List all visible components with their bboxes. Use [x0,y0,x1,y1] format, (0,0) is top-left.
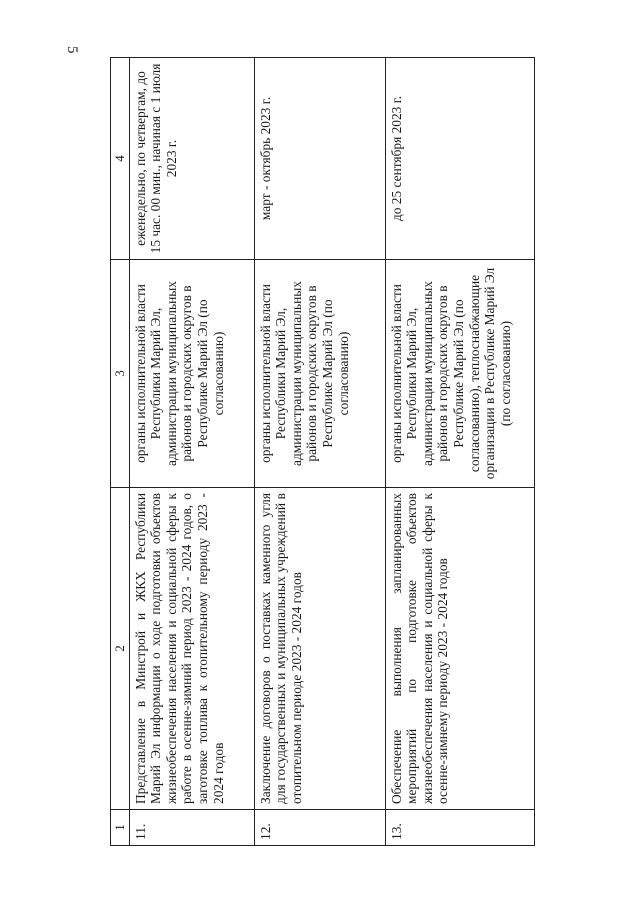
rotated-table-container [110,58,522,846]
measure-description: Обеспечение выполнения запланированных мероприятий по подготовке объектов жизнеобеспечения населения и социальной сферы к осенне-зимнему периоду 2023 - 2024 годов [385,488,534,810]
table-row [254,58,385,846]
responsible-parties: органы исполнительной власти Республики Марий Эл, администрации муниципальных районов и городских округов в Республике Марий Эл (по согласованию) [129,260,254,488]
table-row [385,58,534,846]
deadline: еженедельно, по четвергам, до 15 час. 00 мин., начиная с 1 июля 2023 г. [129,58,254,260]
header-cell-1: 1 [111,810,130,846]
row-number: 11. [129,810,254,846]
row-number: 13. [385,810,534,846]
table-row [129,58,254,846]
responsible-parties: органы исполнительной власти Республики Марий Эл, администрации муниципальных районов и городских округов в Республике Марий Эл (по согласованию) [254,260,385,488]
header-cell-3: 3 [111,260,130,488]
header-cell-2: 2 [111,488,130,810]
measure-description: Представление в Минстрой и ЖКХ Республики Марий Эл информации о ходе подготовки объектов жизнеобеспечения населения и социальной сферы к работе в осенне-зимний период 2023 - 2024 годов, о заготовке топлива к отопительному периоду 2023 - 2024 годов [129,488,254,810]
measure-description: Заключение договоров о поставках каменного угля для государственных и муниципальных учреждений в отопительном периоде 2023 - 2024 годов [254,488,385,810]
page-number: 5 [64,46,80,54]
row-number: 12. [254,810,385,846]
table-header-row [111,58,130,846]
header-cell-4: 4 [111,58,130,260]
measures-table [110,57,535,846]
deadline: март - октябрь 2023 г. [254,58,385,260]
responsible-parties: органы исполнительной власти Республики Марий Эл, администрации муниципальных районов и городских округов в Республике Марий Эл (по согласованию), теплоснабжающие организации в Республике Марий Эл (по согласованию) [385,260,534,488]
deadline: до 25 сентября 2023 г. [385,58,534,260]
